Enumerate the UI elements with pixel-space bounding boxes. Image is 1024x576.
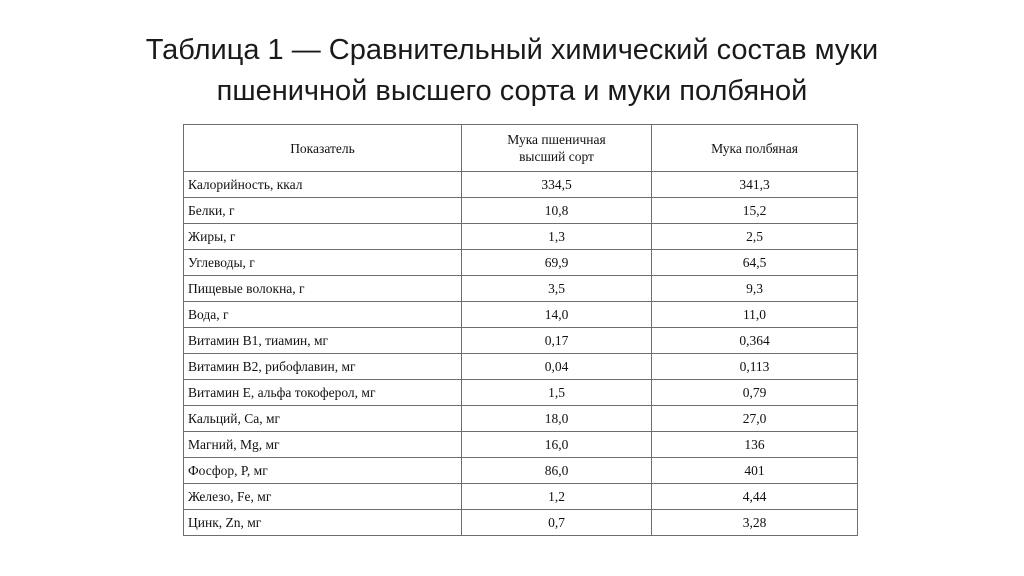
header-wheat-flour bbox=[462, 125, 652, 172]
spelt-value-cell: 0,113 bbox=[652, 354, 858, 380]
spelt-value-cell: 0,364 bbox=[652, 328, 858, 354]
table-body bbox=[184, 172, 858, 536]
header-indicator: Показатель bbox=[184, 125, 462, 172]
wheat-value-cell: 1,3 bbox=[462, 224, 652, 250]
wheat-value-cell: 334,5 bbox=[462, 172, 652, 198]
wheat-value-cell: 69,9 bbox=[462, 250, 652, 276]
header-wheat-line-1: Мука пшеничная bbox=[507, 132, 606, 147]
table-row bbox=[184, 458, 858, 484]
table-row bbox=[184, 380, 858, 406]
table-row bbox=[184, 354, 858, 380]
table-row bbox=[184, 510, 858, 536]
wheat-value-cell: 0,17 bbox=[462, 328, 652, 354]
indicator-cell: Витамин B1, тиамин, мг bbox=[184, 328, 462, 354]
indicator-cell: Калорийность, ккал bbox=[184, 172, 462, 198]
table-row bbox=[184, 224, 858, 250]
indicator-cell: Магний, Mg, мг bbox=[184, 432, 462, 458]
indicator-cell: Пищевые волокна, г bbox=[184, 276, 462, 302]
indicator-cell: Железо, Fe, мг bbox=[184, 484, 462, 510]
header-wheat-line-2: высший сорт bbox=[519, 149, 594, 164]
wheat-value-cell: 86,0 bbox=[462, 458, 652, 484]
composition-table bbox=[183, 124, 858, 536]
spelt-value-cell: 2,5 bbox=[652, 224, 858, 250]
table-row bbox=[184, 328, 858, 354]
header-spelt-flour: Мука полбяная bbox=[652, 125, 858, 172]
wheat-value-cell: 3,5 bbox=[462, 276, 652, 302]
table-row bbox=[184, 250, 858, 276]
indicator-cell: Цинк, Zn, мг bbox=[184, 510, 462, 536]
indicator-cell: Фосфор, P, мг bbox=[184, 458, 462, 484]
table-row bbox=[184, 406, 858, 432]
table-row bbox=[184, 172, 858, 198]
wheat-value-cell: 0,7 bbox=[462, 510, 652, 536]
page-title bbox=[0, 30, 1024, 112]
spelt-value-cell: 3,28 bbox=[652, 510, 858, 536]
spelt-value-cell: 0,79 bbox=[652, 380, 858, 406]
wheat-value-cell: 0,04 bbox=[462, 354, 652, 380]
wheat-value-cell: 14,0 bbox=[462, 302, 652, 328]
indicator-cell: Жиры, г bbox=[184, 224, 462, 250]
indicator-cell: Углеводы, г bbox=[184, 250, 462, 276]
spelt-value-cell: 136 bbox=[652, 432, 858, 458]
table-row bbox=[184, 484, 858, 510]
indicator-cell: Витамин E, альфа токоферол, мг bbox=[184, 380, 462, 406]
table-row bbox=[184, 302, 858, 328]
spelt-value-cell: 64,5 bbox=[652, 250, 858, 276]
spelt-value-cell: 27,0 bbox=[652, 406, 858, 432]
indicator-cell: Витамин B2, рибофлавин, мг bbox=[184, 354, 462, 380]
wheat-value-cell: 10,8 bbox=[462, 198, 652, 224]
indicator-cell: Белки, г bbox=[184, 198, 462, 224]
spelt-value-cell: 9,3 bbox=[652, 276, 858, 302]
spelt-value-cell: 15,2 bbox=[652, 198, 858, 224]
table-row bbox=[184, 198, 858, 224]
table-row bbox=[184, 432, 858, 458]
title-line-1: Таблица 1 — Сравнительный химический состав муки bbox=[145, 34, 879, 66]
wheat-value-cell: 1,5 bbox=[462, 380, 652, 406]
indicator-cell: Кальций, Ca, мг bbox=[184, 406, 462, 432]
indicator-cell: Вода, г bbox=[184, 302, 462, 328]
header-row bbox=[184, 125, 858, 172]
title-line-2: пшеничной высшего сорта и муки полбяной bbox=[216, 75, 808, 107]
wheat-value-cell: 1,2 bbox=[462, 484, 652, 510]
spelt-value-cell: 4,44 bbox=[652, 484, 858, 510]
spelt-value-cell: 11,0 bbox=[652, 302, 858, 328]
wheat-value-cell: 18,0 bbox=[462, 406, 652, 432]
table-header bbox=[184, 125, 858, 172]
spelt-value-cell: 341,3 bbox=[652, 172, 858, 198]
table-row bbox=[184, 276, 858, 302]
spelt-value-cell: 401 bbox=[652, 458, 858, 484]
wheat-value-cell: 16,0 bbox=[462, 432, 652, 458]
